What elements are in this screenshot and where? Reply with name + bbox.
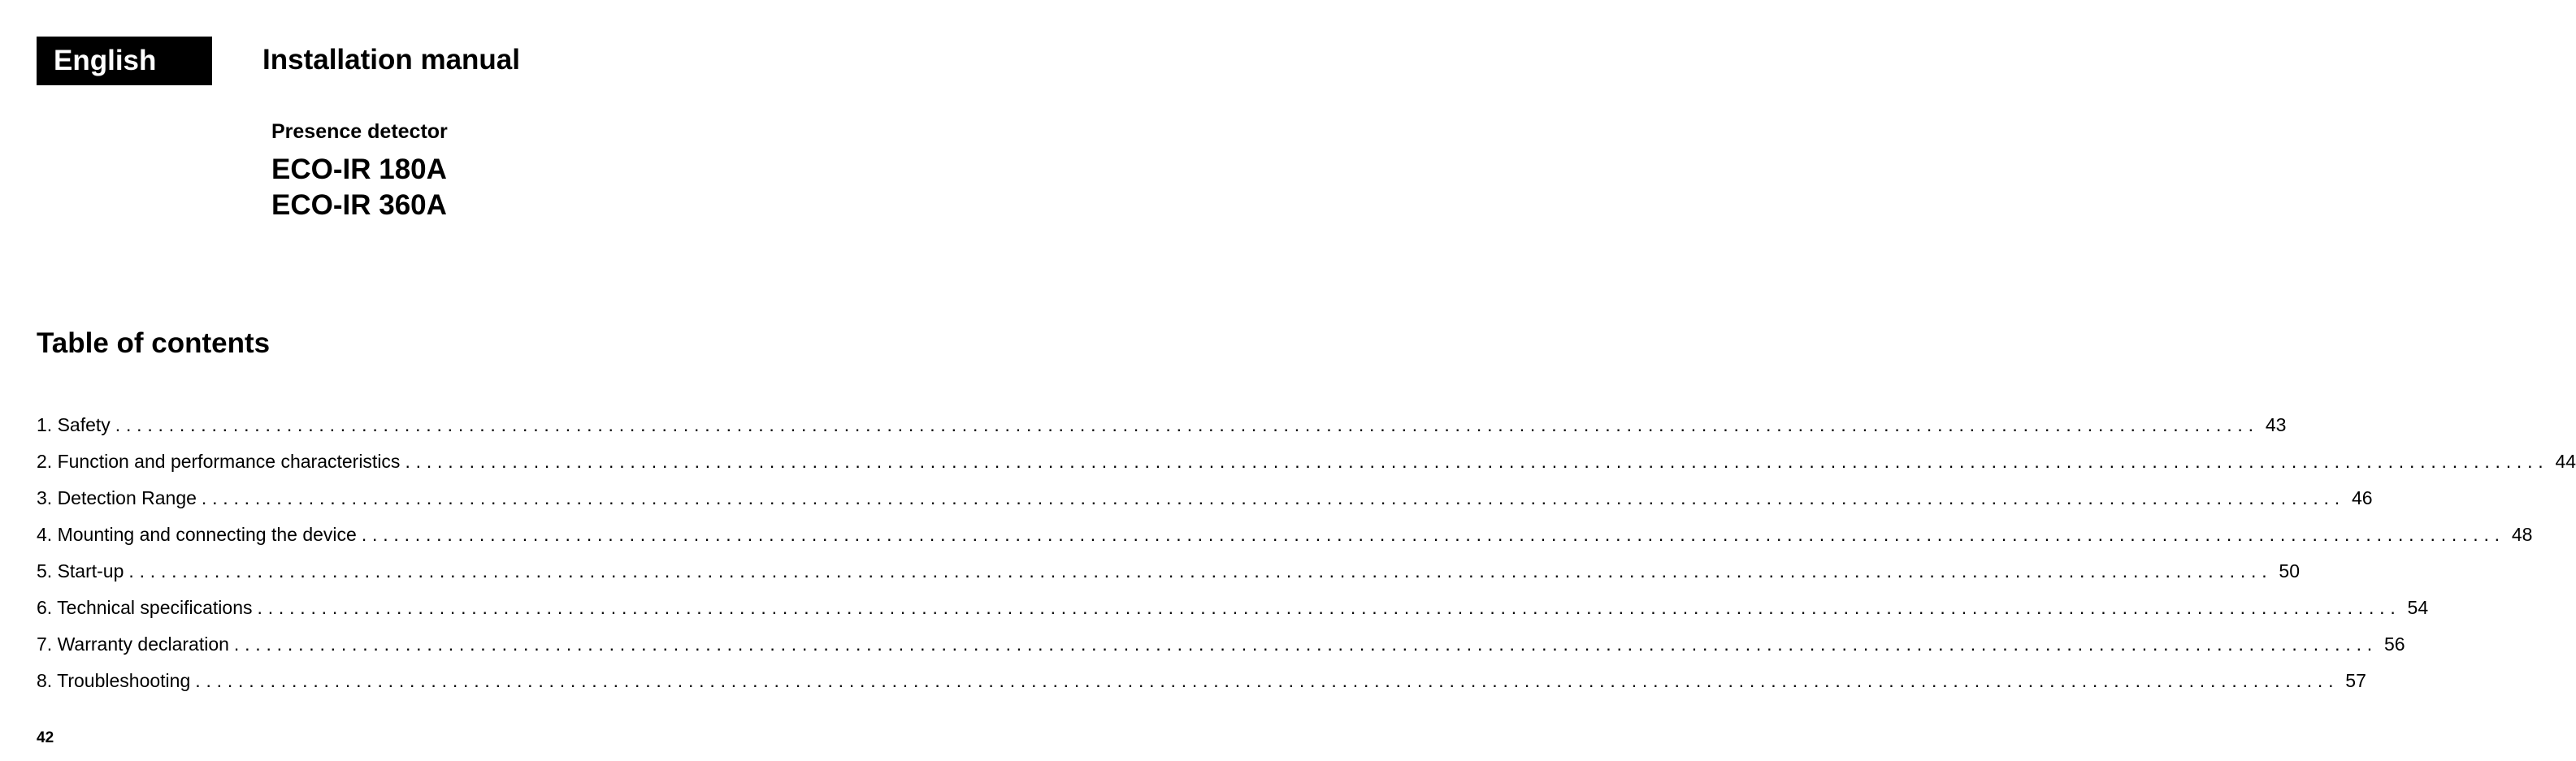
toc-entry-title: 1. Safety <box>37 414 111 435</box>
toc-entry-title: 2. Function and performance characteristics <box>37 451 401 472</box>
toc-entry-page: 50 <box>2279 560 2301 582</box>
toc-entry-detection-range[interactable] <box>37 486 2373 522</box>
toc-entry-page: 43 <box>2265 414 2287 435</box>
toc-entry-page: 44 <box>2555 451 2576 472</box>
product-type: Presence detector <box>271 120 448 143</box>
toc-entry-start-up[interactable] <box>37 559 2301 595</box>
model-name-2: ECO-IR 360A <box>271 189 447 221</box>
toc-entry-function[interactable] <box>37 449 2576 486</box>
toc-leader-dots: ........................................................................................................................................................................................................ <box>361 524 2505 545</box>
document-title: Installation manual <box>262 44 520 76</box>
toc-entry-page: 46 <box>2351 487 2373 508</box>
toc-entry-safety[interactable] <box>37 413 2287 449</box>
toc-entry-warranty[interactable] <box>37 632 2405 668</box>
toc-entry-troubleshooting[interactable] <box>37 668 2366 705</box>
toc-leader-dots: ........................................................................................................................................................................................................ <box>405 451 2549 472</box>
toc-entry-title: 4. Mounting and connecting the device <box>37 524 357 545</box>
toc-entry-title: 3. Detection Range <box>37 487 197 508</box>
toc-leader-dots: ........................................................................................................................................................................................................ <box>201 487 2345 508</box>
toc-entry-title: 6. Technical specifications <box>37 597 253 618</box>
toc-leader-dots: ........................................................................................................................................................................................................ <box>115 414 2259 435</box>
toc-leader-dots: ........................................................................................................................................................................................................ <box>128 560 2273 582</box>
toc-leader-dots: ........................................................................................................................................................................................................ <box>257 597 2401 618</box>
toc-entry-page: 54 <box>2407 597 2429 618</box>
toc-entry-title: 5. Start-up <box>37 560 124 582</box>
toc-entry-technical-specifications[interactable] <box>37 595 2429 632</box>
toc-leader-dots: ........................................................................................................................................................................................................ <box>233 633 2378 655</box>
language-badge: English <box>37 37 212 85</box>
page-number: 42 <box>37 729 54 746</box>
toc-entry-page: 57 <box>2345 670 2366 691</box>
model-name-1: ECO-IR 180A <box>271 153 447 185</box>
toc-heading: Table of contents <box>37 327 271 359</box>
toc-entry-mounting[interactable] <box>37 522 2533 559</box>
toc-entry-title: 8. Troubleshooting <box>37 670 191 691</box>
toc-leader-dots: ........................................................................................................................................................................................................ <box>195 670 2340 691</box>
toc-list <box>37 413 2576 705</box>
toc-entry-page: 56 <box>2383 633 2405 655</box>
toc-entry-title: 7. Warranty declaration <box>37 633 229 655</box>
toc-entry-page: 48 <box>2511 524 2533 545</box>
